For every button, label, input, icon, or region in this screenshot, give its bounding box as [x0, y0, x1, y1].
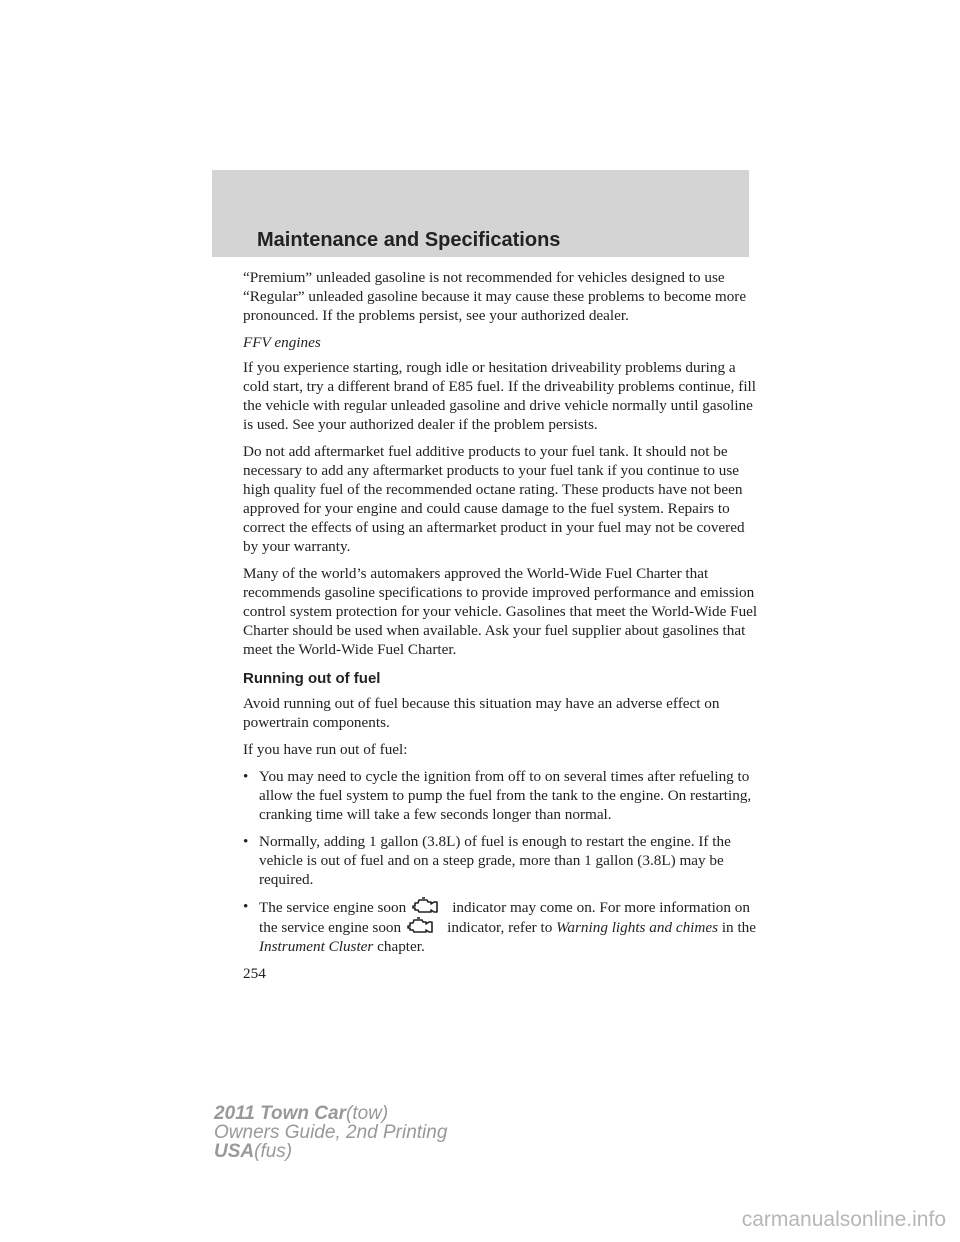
bullet-text: Normally, adding 1 gallon (3.8L) of fuel is enough to restart the engine. If the vehicle is out of fuel and on a steep grade, more than 1 gallon (3.8L) may be required. — [259, 833, 731, 888]
fuel-bullet-list — [243, 767, 763, 956]
watermark: carmanualsonline.info — [741, 1208, 946, 1231]
footer-line-2: Owners Guide, 2nd Printing — [214, 1122, 448, 1143]
bullet: • — [243, 833, 249, 850]
paragraph-fuel-charter: Many of the world’s automakers approved the World-Wide Fuel Charter that recommends gasoline specifications to provide improved performance and emission control system protection for your vehicle. Gasolines that meet the World-Wide Fuel Charter should be used when available. Ask your fuel supplier about gasolines that meet the World-Wide Fuel Charter. — [243, 565, 758, 658]
ffv-heading: FFV engines — [243, 334, 321, 351]
paragraph-premium: “Premium” unleaded gasoline is not recommended for vehicles designed to use “Regular” unleaded gasoline because it may cause these problems to become more pronounced. If the problems persist, see your authorized dealer. — [243, 269, 747, 324]
cross-reference-instrument-cluster: Instrument Cluster — [259, 938, 374, 955]
bullet-text-5: chapter. — [373, 938, 425, 955]
paragraph-if-run-out: If you have run out of fuel: — [243, 741, 408, 758]
section-title: Maintenance and Specifications — [257, 229, 561, 251]
footer-line-1 — [214, 1104, 447, 1123]
list-item — [243, 832, 763, 889]
engine-icon — [410, 897, 440, 915]
paragraph-additives: Do not add aftermarket fuel additive products to your fuel tank. It should not be necessary to add any aftermarket products to your fuel tank if you continue to use high quality fuel of the recommended octane rating. These products have not been approved for your engine and could cause damage to the fuel system. Repairs to correct the effects of using an aftermarket product in your fuel may not be covered by your warranty. — [243, 443, 745, 555]
footer-market: USA — [214, 1141, 255, 1162]
page-content — [243, 268, 763, 983]
cross-reference-warning-lights: Warning lights and chimes — [556, 919, 719, 936]
bullet-text-4: in the — [718, 919, 756, 936]
print-footer — [214, 1104, 447, 1161]
bullet: • — [243, 898, 249, 915]
bullet-text: You may need to cycle the ignition from off to on several times after refueling to allow the fuel system to pump the fuel from the tank to the engine. On restarting, cranking time will take a few seconds longer than normal. — [259, 768, 752, 823]
running-out-heading: Running out of fuel — [243, 670, 381, 687]
bullet-text-2: indicator may come on. For more information on the service engine soon — [259, 899, 750, 936]
bullet-text-3: indicator, refer to — [447, 919, 553, 936]
list-item — [243, 897, 763, 956]
bullet: • — [243, 768, 249, 785]
footer-model: 2011 Town Car — [214, 1103, 346, 1124]
footer-market-code: (fus) — [254, 1141, 293, 1162]
page-number: 254 — [243, 965, 266, 982]
engine-icon — [405, 917, 435, 935]
footer-model-code: (tow) — [346, 1103, 389, 1124]
paragraph-avoid: Avoid running out of fuel because this situation may have an adverse effect on powertrain components. — [243, 695, 720, 731]
paragraph-ffv: If you experience starting, rough idle or hesitation driveability problems during a cold start, try a different brand of E85 fuel. If the driveability problems continue, fill the vehicle with regular unleaded gasoline and drive vehicle normally until gasoline is used. See your authorized dealer if the problem persists. — [243, 359, 756, 433]
list-item — [243, 767, 763, 824]
bullet-text-1: The service engine soon — [259, 899, 407, 916]
footer-line-3 — [214, 1142, 447, 1161]
